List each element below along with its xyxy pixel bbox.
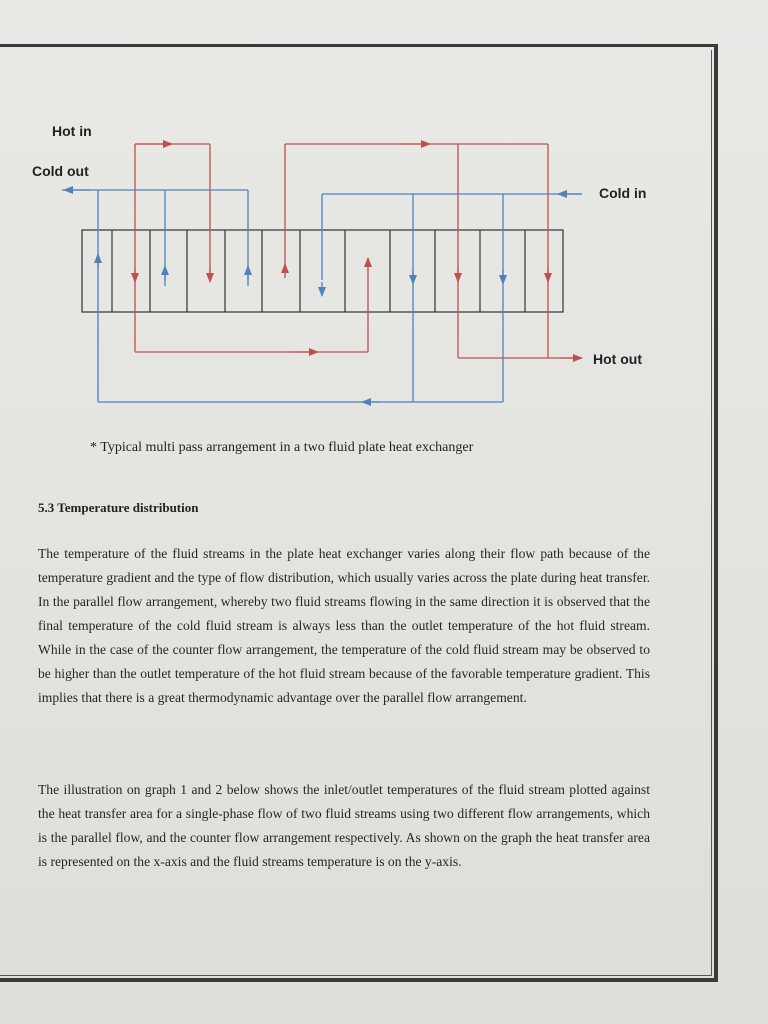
hot-in-label: Hot in	[52, 123, 92, 139]
hot-out-label: Hot out	[593, 351, 642, 367]
cold-out-label: Cold out	[32, 163, 89, 179]
body-paragraph-1: The temperature of the fluid streams in the plate heat exchanger varies along their flow path because of the temperature gradient and the type of flow distribution, which usually varies across the plate during heat transfer. In the parallel flow arrangement, whereby two fluid streams flowing in the same direction it is observed that the final temperature of the cold fluid stream is always less than the outlet temperature of the hot fluid stream. While in the case of the counter flow arrangement, the temperature of the cold fluid stream may be observed to be higher than the outlet temperature of the hot fluid stream because of the favorable temperature gradient. This implies that there is a great thermodynamic advantage over the parallel flow arrangement.	[38, 546, 650, 705]
cold-in-label: Cold in	[599, 185, 647, 201]
hot-fluid-lines	[135, 144, 582, 358]
plate-heat-exchanger-diagram	[0, 110, 700, 420]
diagram-svg	[0, 110, 700, 420]
section-heading: 5.3 Temperature distribution	[38, 500, 199, 515]
body-paragraph-2: The illustration on graph 1 and 2 below shows the inlet/outlet temperatures of the fluid stream plotted against the heat transfer area for a single-phase flow of two fluid streams using two different flow arrangements, which is the parallel flow, and the counter flow arrangement respectively. As shown on the graph the heat transfer area is represented on the x-axis and the fluid streams temperature is on the y-axis.	[38, 782, 650, 869]
cold-fluid-lines	[62, 190, 582, 402]
diagram-caption: * Typical multi pass arrangement in a two fluid plate heat exchanger	[90, 440, 474, 455]
